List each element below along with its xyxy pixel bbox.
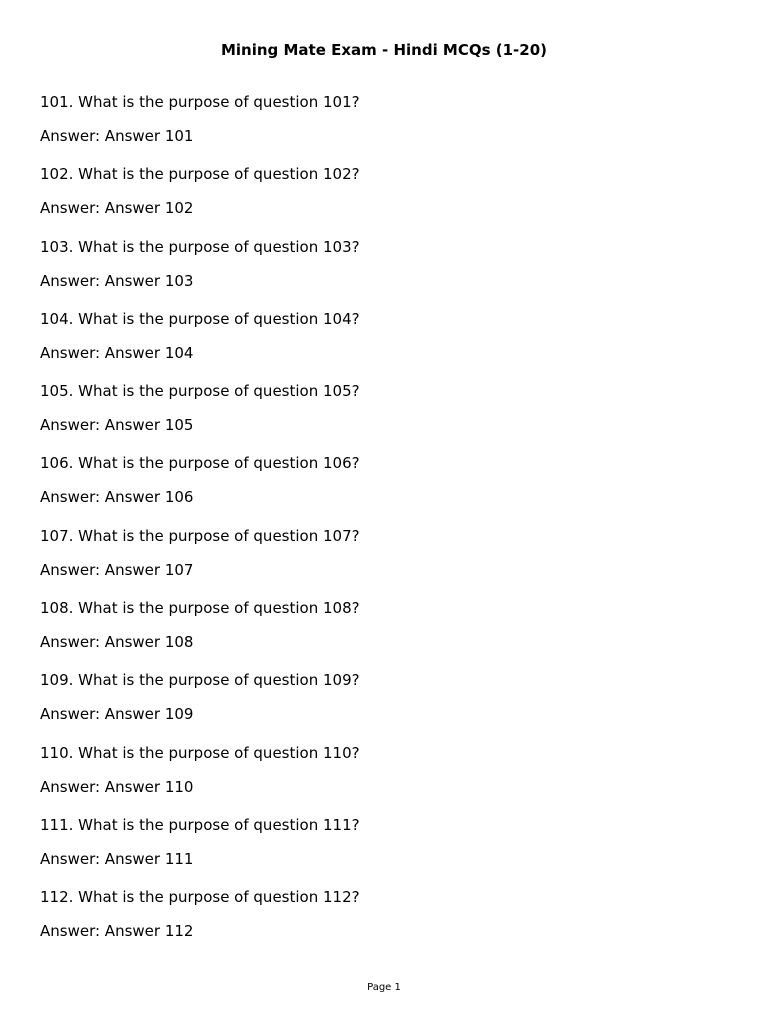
list-item [40,815,730,887]
page-title: Mining Mate Exam - Hindi MCQs (1-20) [220,41,548,59]
question-text: 101. What is the purpose of question 101? [40,93,360,111]
question-text: 109. What is the purpose of question 109? [40,671,360,690]
answer-text: Answer: Answer 109 [40,705,194,724]
list-item [40,743,730,815]
list-item [40,526,730,598]
question-text: 104. What is the purpose of question 104? [40,309,360,328]
list-item [40,92,730,164]
answer-text: Answer: Answer 104 [40,343,194,362]
answer-text: Answer: Answer 111 [40,849,194,868]
page-number: Page 1 [367,982,401,993]
list-item [40,670,730,742]
question-text: 112. What is the purpose of question 112? [40,888,360,907]
answer-text: Answer: Answer 105 [40,416,194,435]
answer-text: Answer: Answer 106 [40,488,194,507]
list-item [40,598,730,670]
answer-text: Answer: Answer 112 [40,922,194,941]
answer-text: Answer: Answer 101 [40,127,194,145]
list-item [40,453,730,525]
list-item [40,887,730,959]
question-text: 102. What is the purpose of question 102? [40,165,360,184]
answer-text: Answer: Answer 103 [40,271,194,290]
question-text: 108. What is the purpose of question 108? [40,599,360,618]
question-text: 111. What is the purpose of question 111? [40,815,360,834]
list-item [40,237,730,309]
answer-text: Answer: Answer 107 [40,560,194,579]
answer-text: Answer: Answer 110 [40,777,194,796]
answer-text: Answer: Answer 108 [40,633,194,652]
question-text: 107. What is the purpose of question 107? [40,526,360,545]
list-item [40,381,730,453]
question-text: 103. What is the purpose of question 103? [40,237,360,256]
question-text: 105. What is the purpose of question 105? [40,382,360,401]
question-list [40,92,730,960]
question-text: 110. What is the purpose of question 110? [40,743,360,762]
list-item [40,309,730,381]
question-text: 106. What is the purpose of question 106? [40,454,360,473]
answer-text: Answer: Answer 102 [40,199,194,218]
list-item [40,164,730,236]
